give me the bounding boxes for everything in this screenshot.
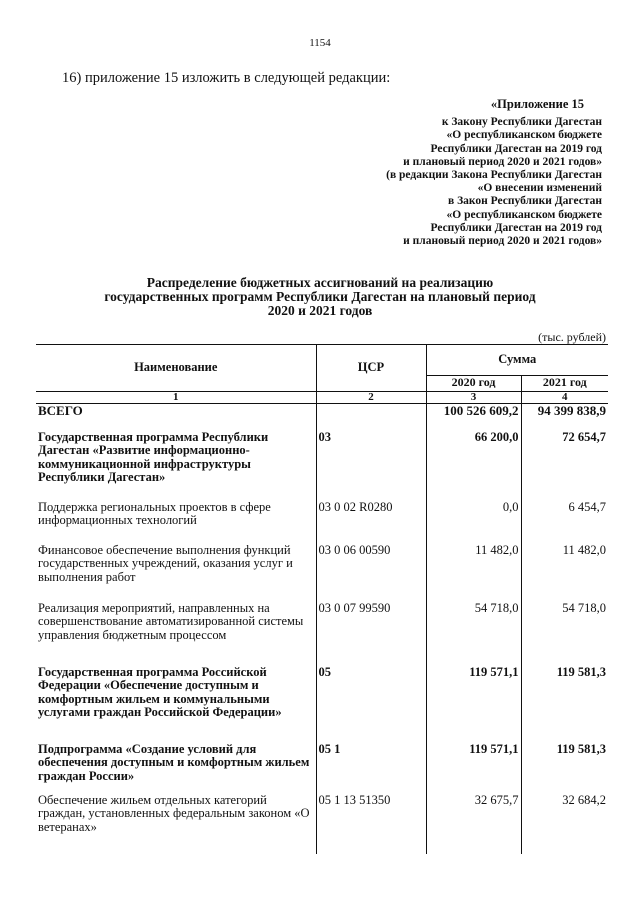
col-number: 3 — [426, 392, 521, 404]
row-2020: 11 482,0 — [426, 544, 521, 602]
appendix-line: (в редакции Закона Республики Дагестан — [386, 169, 602, 182]
row-code: 03 0 07 99590 — [316, 602, 426, 666]
table-row — [36, 501, 608, 544]
col-number: 4 — [521, 392, 608, 404]
table-row — [36, 431, 608, 501]
row-name: Обеспечение жильем отдельных категорий граждан, установленных федеральным законом «О ветеранах» — [36, 794, 316, 854]
row-2021: 6 454,7 — [568, 499, 606, 514]
row-2021: 94 399 838,9 — [537, 403, 606, 418]
intro-text: 16) приложение 15 изложить в следующей редакции: — [62, 70, 391, 86]
budget-table — [36, 344, 608, 854]
table-row — [36, 602, 608, 666]
header-2021: 2021 год — [521, 376, 608, 392]
row-2021: 119 581,3 — [556, 664, 606, 679]
row-name: Реализация мероприятий, направленных на совершенствование автоматизированной системы управления бюджетным процессом — [36, 602, 316, 666]
appendix-title: «Приложение 15 — [490, 97, 584, 111]
title-line: 2020 и 2021 годов — [267, 303, 373, 318]
row-name: ВСЕГО — [36, 404, 316, 431]
row-2020: 119 571,1 — [426, 743, 521, 794]
appendix-line: и плановый период 2020 и 2021 годов» — [403, 235, 602, 248]
row-code: 05 — [316, 666, 426, 743]
table-row — [36, 666, 608, 743]
col-number: 2 — [316, 392, 426, 404]
row-code: 03 0 06 00590 — [316, 544, 426, 602]
row-name: Государственная программа Российской Федерации «Обеспечение доступным и комфортным жильем и коммунальными услугами граждан Российской Федерации» — [36, 666, 316, 743]
row-name: Финансовое обеспечение выполнения функций государственных учреждений, оказания услуг и выполнения работ — [36, 544, 316, 602]
table-row — [36, 544, 608, 602]
row-code: 05 1 13 51350 — [316, 794, 426, 854]
appendix-line: Республики Дагестан на 2019 год — [430, 142, 602, 155]
table-row — [36, 743, 608, 794]
header-code: ЦСР — [316, 345, 426, 392]
row-name: Поддержка региональных проектов в сфере информационных технологий — [36, 501, 316, 544]
appendix-header — [342, 98, 602, 248]
title-line: Распределение бюджетных ассигнований на реализацию — [146, 275, 494, 290]
appendix-line: «О республиканском бюджете — [446, 208, 602, 221]
units-label: (тыс. рублей) — [538, 330, 606, 344]
row-code: 03 0 02 R0280 — [316, 501, 426, 544]
header-sum: Сумма — [426, 345, 608, 376]
appendix-line: к Закону Республики Дагестан — [441, 116, 602, 129]
table-row — [36, 794, 608, 854]
table-row — [36, 404, 608, 431]
row-2021: 119 581,3 — [556, 741, 606, 756]
appendix-line: «О внесении изменений — [477, 182, 602, 195]
title-line: государственных программ Республики Дагестан на плановый период — [104, 289, 536, 304]
col-number: 1 — [36, 392, 316, 404]
row-2020: 100 526 609,2 — [426, 404, 521, 431]
header-2020: 2020 год — [426, 376, 521, 392]
row-2020: 119 571,1 — [426, 666, 521, 743]
row-2021: 11 482,0 — [562, 542, 606, 557]
row-code — [316, 404, 426, 431]
appendix-line: в Закон Республики Дагестан — [448, 195, 602, 208]
document-title — [0, 276, 640, 318]
page-number: 1154 — [309, 37, 331, 49]
row-code: 03 — [316, 431, 426, 501]
row-2020: 0,0 — [426, 501, 521, 544]
row-2020: 54 718,0 — [426, 602, 521, 666]
row-code: 05 1 — [316, 743, 426, 794]
header-name: Наименование — [36, 345, 316, 392]
appendix-line: и плановый период 2020 и 2021 годов» — [403, 155, 602, 168]
row-2020: 32 675,7 — [426, 794, 521, 854]
appendix-line: «О республиканском бюджете — [446, 129, 602, 142]
row-2021: 32 684,2 — [562, 792, 606, 807]
row-2021: 54 718,0 — [562, 600, 606, 615]
row-name: Подпрограмма «Создание условий для обеспечения доступным и комфортным жильем граждан России» — [36, 743, 316, 794]
appendix-line: Республики Дагестан на 2019 год — [430, 221, 602, 234]
row-2021: 72 654,7 — [562, 429, 606, 444]
row-name: Государственная программа Республики Дагестан «Развитие информационно-коммуникационной инфраструктуры Республики Дагестан» — [36, 431, 316, 501]
row-2020: 66 200,0 — [426, 431, 521, 501]
